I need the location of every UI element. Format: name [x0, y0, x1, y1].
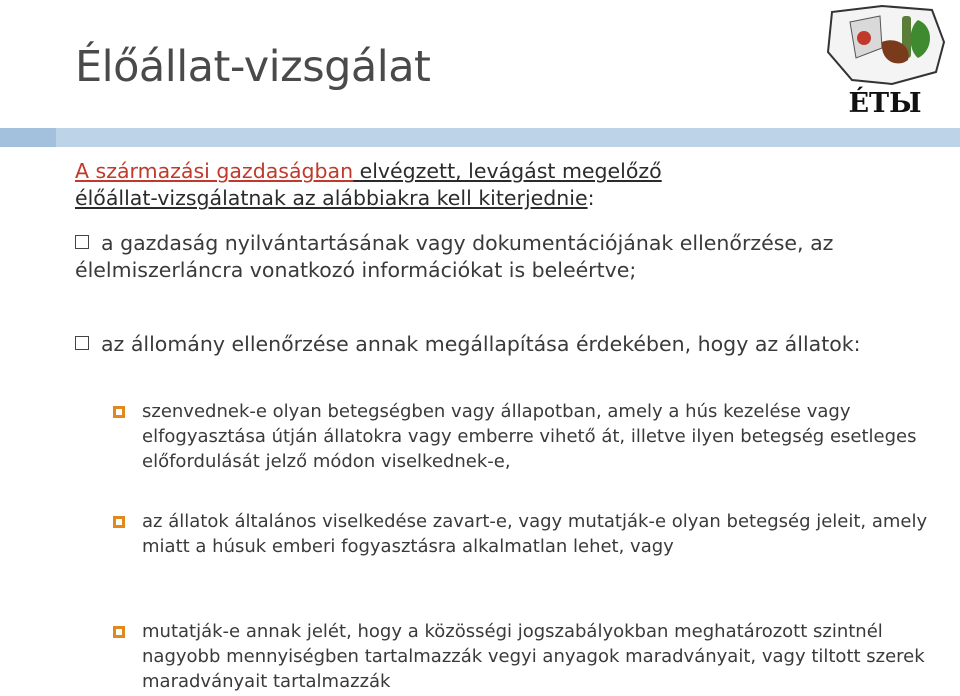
page-title: Élőállat-vizsgálat — [75, 42, 431, 92]
intro-paragraph — [75, 158, 935, 212]
sub-bullet-text: szenvednek-e olyan betegségben vagy állapotban, amely a hús kezelése vagy elfogyasztása útján állatokra vagy emberre vihető át, illetve ilyen betegség esetleges előfordulását jelző módon viselkednek-e, — [142, 401, 917, 472]
square-bullet-icon — [75, 336, 89, 350]
sub-bullet-text: az állatok általános viselkedése zavart-e, vagy mutatják-e olyan betegség jeleit, amely miatt a húsuk emberi fogyasztásra alkalmatlan lehet, vagy — [142, 511, 928, 557]
orange-square-bullet-icon — [112, 515, 126, 529]
sub-bullet-item — [142, 509, 932, 559]
sub-bullet-item — [142, 399, 932, 474]
logo-text: ÉTЫ — [848, 88, 922, 119]
bullet-text: a gazdaság nyilvántartásának vagy dokumentációjának ellenőrzése, az élelmiszerláncra vonatkozó információkat is beleértve; — [75, 231, 834, 282]
intro-text-a: elvégzett, levágást megelőző — [353, 159, 662, 183]
intro-text-b: élőállat-vizsgálatnak az alábbiakra kell kiterjednie — [75, 186, 588, 210]
intro-colon: : — [587, 186, 595, 210]
intro-link[interactable]: A származási gazdaságban — [75, 159, 354, 183]
header-band-right — [56, 128, 960, 147]
bullet-item — [75, 230, 935, 284]
bullet-item — [75, 331, 935, 358]
bullet-text: az állomány ellenőrzése annak megállapítása érdekében, hogy az állatok: — [101, 332, 861, 356]
square-bullet-icon — [75, 235, 89, 249]
sub-bullet-text: mutatják-e annak jelét, hogy a közösségi jogszabályokban meghatározott szintnél nagyobb mennyiségben tartalmazzák vegyi anyagok maradványait, vagy tiltott szerek maradványait tartalmazzák — [142, 621, 925, 692]
header-band-left — [0, 128, 56, 147]
orange-square-bullet-icon — [112, 625, 126, 639]
sub-bullet-item — [142, 619, 932, 694]
orange-square-bullet-icon — [112, 405, 126, 419]
